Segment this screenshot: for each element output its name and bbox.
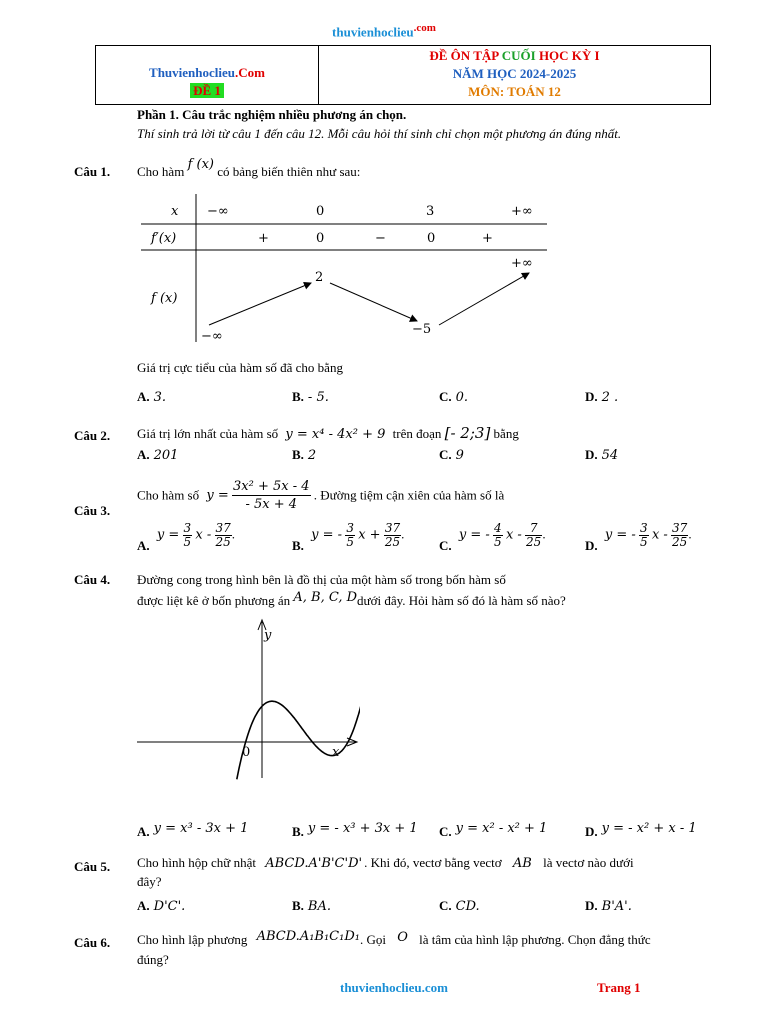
- graph-x-label: x: [332, 745, 340, 760]
- q1-option-a: A. 3.: [137, 389, 167, 405]
- tbl-f-m5: −5: [412, 322, 432, 337]
- q1-option-b: B. - 5.: [292, 389, 329, 405]
- arrow-up-1: [209, 283, 311, 325]
- tbl-f-2: 2: [315, 270, 324, 285]
- q1-option-c: C. 0.: [439, 389, 469, 405]
- header-left: [96, 46, 319, 104]
- q5-text: Cho hình hộp chữ nhật ABCD.A'B'C'D' . Khi đó, vectơ bằng vectơ AB là vectơ nào dưới: [137, 855, 634, 871]
- tbl-fp: f′(x): [151, 231, 177, 246]
- q1-question: Giá trị cực tiểu của hàm số đã cho bằng: [137, 360, 343, 375]
- q3-option-c: C. y = - $\frac{4}{5}$ x - $\frac{7}{25}$ .: [439, 521, 546, 554]
- exam-code: ĐỀ 1: [190, 83, 224, 98]
- q4-label: Câu 4.: [74, 572, 111, 587]
- footer-page: Trang 1: [597, 980, 641, 995]
- tbl-x-pinf: +∞: [511, 204, 533, 219]
- variation-table: [137, 190, 549, 346]
- cubic-curve: [237, 688, 360, 779]
- header-box: [95, 45, 711, 105]
- brand: Thuvienhoclieu.Com: [149, 65, 265, 80]
- cubic-graph: [135, 618, 360, 783]
- arrow-down: [330, 283, 417, 321]
- q2-label: Câu 2.: [74, 428, 111, 443]
- q2-option-d: D. 54: [585, 447, 619, 463]
- tbl-x-3: 3: [426, 204, 435, 219]
- tbl-fp-2: 0: [316, 231, 325, 246]
- tbl-fp-4: 0: [427, 231, 436, 246]
- q5-label: Câu 5.: [74, 859, 111, 874]
- q6-text: Cho hình lập phương ABCD.A₁B₁C₁D₁. Gọi O là tâm của hình lập phương. Chọn đẳng thức: [137, 929, 651, 947]
- tbl-x: x: [171, 204, 179, 219]
- q4-line2: được liệt kê ở bốn phương án A, B, C, Ddưới đây. Hỏi hàm số đó là hàm số nào?: [137, 590, 566, 608]
- tbl-x-minf: −∞: [207, 204, 229, 219]
- tbl-f-minf: −∞: [201, 329, 223, 344]
- q4-line1: Đường cong trong hình bên là đồ thị của một hàm số trong bốn hàm số: [137, 572, 506, 587]
- q5-option-a: A. D'C'.: [137, 898, 186, 914]
- graph-y-label: y: [264, 628, 272, 643]
- q4-option-a: A. y = x³ - 3x + 1: [137, 821, 249, 839]
- school-year: NĂM HỌC 2024-2025: [452, 66, 577, 81]
- q5-option-c: C. CD.: [439, 898, 480, 914]
- part1-title: Phần 1. Câu trắc nghiệm nhiều phương án chọn.: [137, 107, 407, 122]
- q3-option-a: A. y = $\frac{3}{5}$ x - $\frac{37}{25}$ .: [137, 521, 236, 554]
- q3-option-d: D. y = - $\frac{3}{5}$ x - $\frac{37}{25}$ .: [585, 521, 692, 554]
- tbl-fp-3: −: [375, 231, 386, 246]
- tbl-f: f (x): [151, 291, 178, 306]
- q2-option-b: B. 2: [292, 447, 317, 463]
- site-top: [0, 22, 768, 40]
- tbl-fp-5: +: [482, 231, 493, 246]
- q2-option-a: A. 201: [137, 447, 179, 463]
- header-right: [319, 46, 710, 104]
- arrow-up-2: [439, 273, 529, 325]
- q1-text: Cho hàm f (x) có bảng biến thiên như sau:: [137, 157, 361, 179]
- q6-label: Câu 6.: [74, 935, 111, 950]
- q5-option-b: B. BA.: [292, 898, 331, 914]
- site-top-name: thuvienhoclieu: [332, 24, 414, 40]
- tbl-f-pinf: +∞: [511, 256, 533, 271]
- part1-instruction: Thí sinh trả lời từ câu 1 đến câu 12. Mỗi câu hỏi thí sinh chỉ chọn một phương án đúng nhất.: [137, 126, 622, 141]
- tbl-fp-1: +: [258, 231, 269, 246]
- q5-option-d: D. B'A'.: [585, 898, 632, 914]
- q1-label: Câu 1.: [74, 164, 111, 179]
- q6-text-2: đúng?: [137, 952, 169, 967]
- footer-site: thuvienhoclieu.com: [340, 980, 448, 995]
- exam-title: ĐỀ ÔN TẬP CUỐI HỌC KỲ I: [429, 48, 600, 63]
- q4-option-b: B. y = - x³ + 3x + 1: [292, 821, 418, 839]
- site-top-com: .com: [413, 22, 436, 34]
- q1-option-d: D. 2 .: [585, 389, 619, 405]
- q3-label: Câu 3.: [74, 503, 111, 518]
- q3-text: Cho hàm số y = $\frac{\text{3x² + 5x - 4}}{- 5x + 4}$ . Đường tiệm cận xiên của hàm số là: [137, 479, 505, 512]
- q4-option-d: D. y = - x² + x - 1: [585, 821, 697, 839]
- tbl-x-0: 0: [316, 204, 325, 219]
- subject: MÔN: TOÁN 12: [468, 84, 561, 99]
- q5-text-2: đây?: [137, 874, 162, 889]
- q2-option-c: C. 9: [439, 447, 464, 463]
- q3-option-b: B. y = - $\frac{3}{5}$ x + $\frac{37}{25}$ .: [292, 521, 405, 554]
- q2-text: Giá trị lớn nhất của hàm số y = x⁴ - 4x² + 9 trên đoạn [- 2;3] bằng: [137, 424, 519, 442]
- q4-option-c: C. y = x² - x² + 1: [439, 821, 548, 839]
- graph-origin: 0: [242, 745, 251, 760]
